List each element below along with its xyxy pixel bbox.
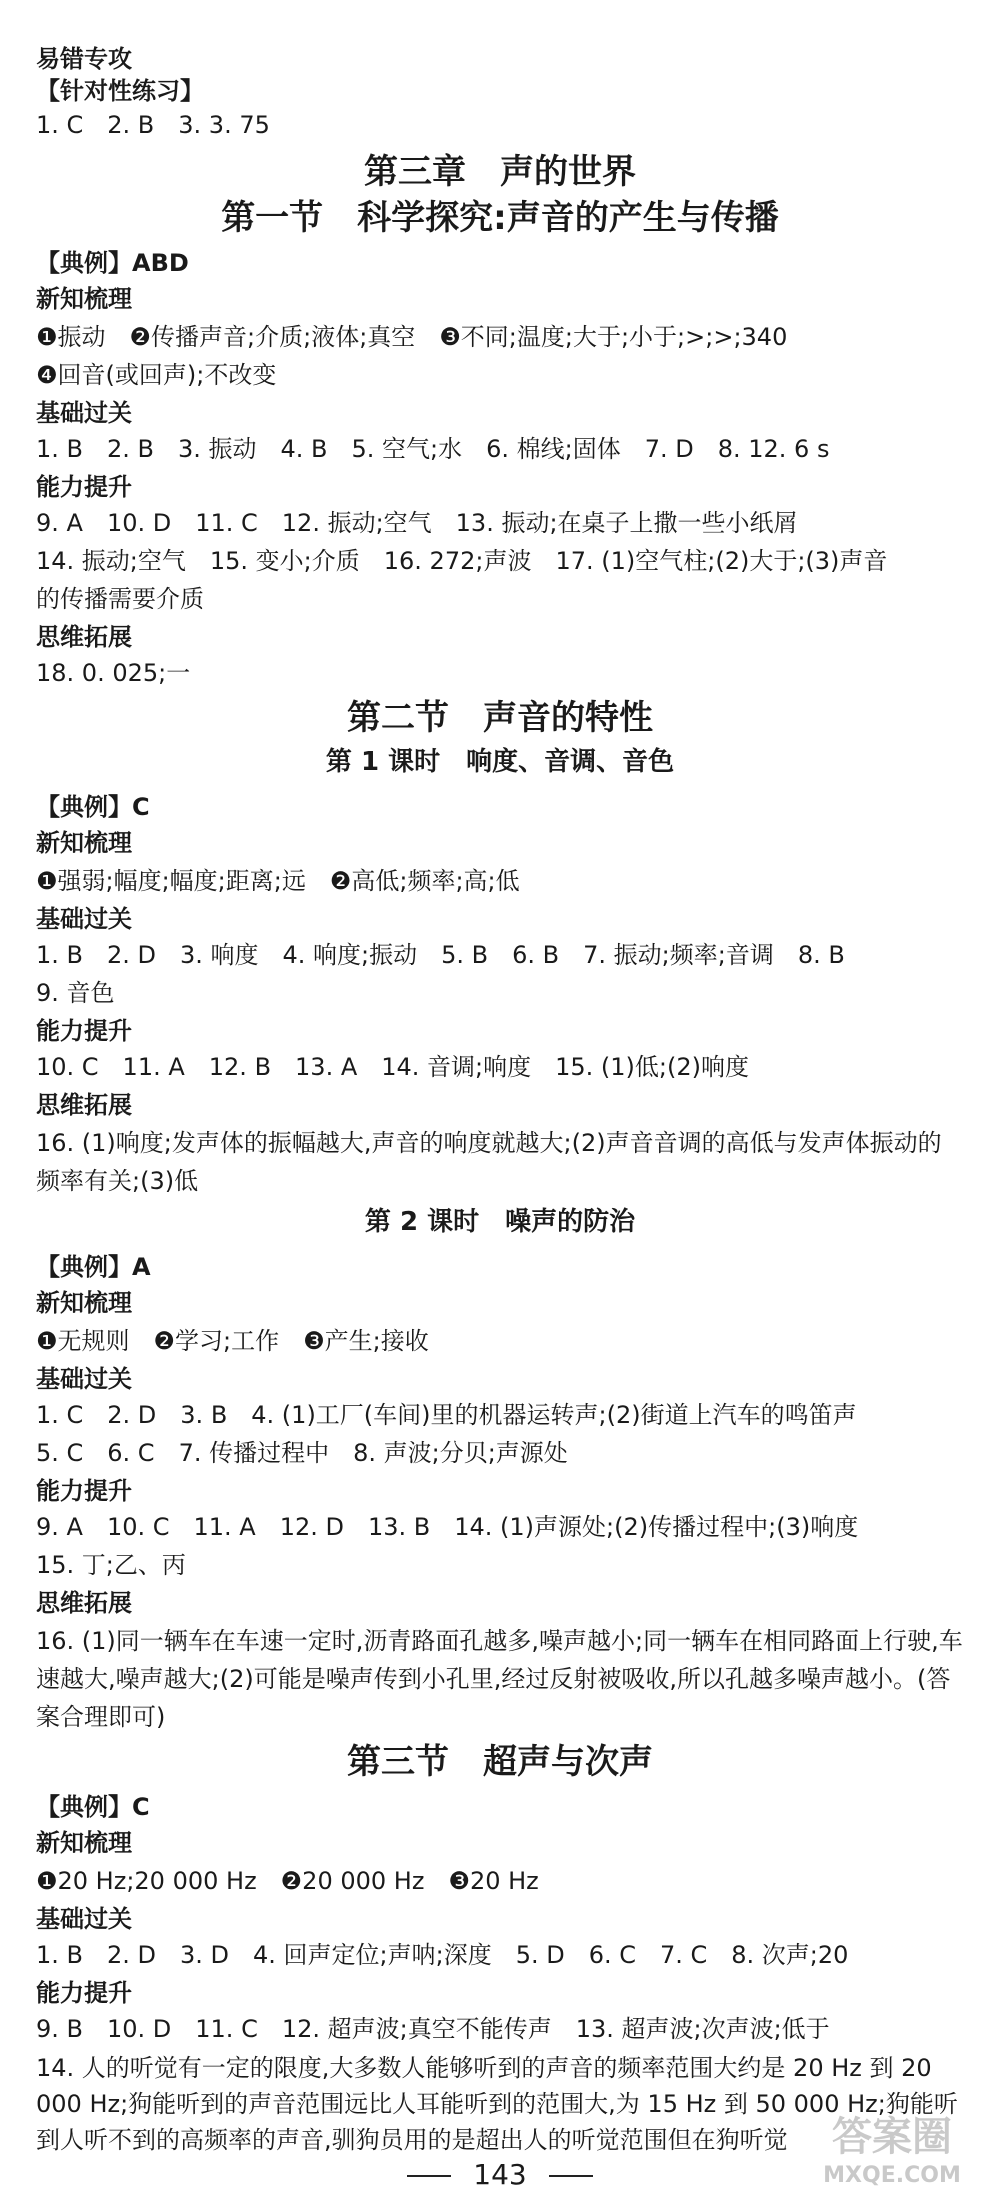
s1-nl-line3: 的传播需要介质 xyxy=(36,585,204,613)
s3-nl-text: 14. 人的听觉有一定的限度,大多数人能够听到的声音的频率范围大约是 20 Hz 到 20 000 Hz;狗能听到的声音范围远比人耳能听到的范围大,为 15 Hz 到 50 000 Hz;狗能听到人听不到的高频率的声音,驯狗员用的是超出人的听觉范围但在狗听觉 xyxy=(36,2054,958,2154)
answers-practice: 1. C 2. B 3. 3. 75 xyxy=(36,111,270,139)
s2-jc2-line2: 5. C 6. C 7. 传播过程中 8. 声波;分贝;声源处 xyxy=(36,1439,568,1467)
s1-example: 【典例】ABD xyxy=(36,249,189,277)
watermark-logo xyxy=(802,2102,982,2192)
heading-error-prone: 易错专攻 xyxy=(36,45,132,73)
s2-jc-label: 基础过关 xyxy=(36,905,132,933)
watermark-line2: MXQE.COM xyxy=(823,2163,961,2188)
s3-jc-label: 基础过关 xyxy=(36,1905,132,1933)
s1-xz-line2: ❹回音(或回声);不改变 xyxy=(36,361,277,389)
chapter-title: 第三章 声的世界 xyxy=(364,152,636,192)
s2-nl-label: 能力提升 xyxy=(36,1017,132,1045)
s3-nl-label: 能力提升 xyxy=(36,1979,132,2007)
watermark-line1: 答案圈 xyxy=(832,2114,952,2160)
s3-jc-line1: 1. B 2. D 3. D 4. 回声定位;声呐;深度 5. D 6. C 7. C 8. 次声;20 xyxy=(36,1941,849,1969)
s2-jc2-label: 基础过关 xyxy=(36,1365,132,1393)
page-dash-left xyxy=(407,2175,451,2177)
s2-jc2-line1: 1. C 2. D 3. B 4. (1)工厂(车间)里的机器运转声;(2)街道上汽车的鸣笛声 xyxy=(36,1401,857,1429)
s3-example: 【典例】C xyxy=(36,1793,150,1821)
s2-example2: 【典例】A xyxy=(36,1253,151,1281)
s2-nl2-line2: 15. 丁;乙、丙 xyxy=(36,1551,186,1579)
watermark-graphic xyxy=(802,2102,982,2192)
s1-nl-label: 能力提升 xyxy=(36,473,132,501)
s3-nl-line1: 9. B 10. D 11. C 12. 超声波;真空不能传声 13. 超声波;次声波;低于 xyxy=(36,2015,830,2043)
s2-xz-label: 新知梳理 xyxy=(36,829,132,857)
section3-title: 第三节 超声与次声 xyxy=(347,1742,653,1782)
s2-sw-label: 思维拓展 xyxy=(36,1091,132,1119)
s2-jc-line2: 9. 音色 xyxy=(36,979,115,1007)
s2-sw2-text: 16. (1)同一辆车在车速一定时,沥青路面孔越多,噪声越小;同一辆车在相同路面上行驶,车速越大,噪声越大;(2)可能是噪声传到小孔里,经过反射被吸收,所以孔越多噪声越小。(答案合理即可) xyxy=(36,1627,963,1731)
s2-nl-line1: 10. C 11. A 12. B 13. A 14. 音调;响度 15. (1)低;(2)响度 xyxy=(36,1053,750,1081)
page-number-text: 143 xyxy=(473,2158,527,2191)
section2-title: 第二节 声音的特性 xyxy=(347,698,653,738)
s1-nl-line2: 14. 振动;空气 15. 变小;介质 16. 272;声波 17. (1)空气柱;(2)大于;(3)声音 xyxy=(36,547,888,575)
s1-xz-line1: ❶振动 ❷传播声音;介质;液体;真空 ❸不同;温度;大于;小于;>;>;340 xyxy=(36,323,788,351)
s1-jc-label: 基础过关 xyxy=(36,399,132,427)
s1-xz-label: 新知梳理 xyxy=(36,285,132,313)
section1-title: 第一节 科学探究:声音的产生与传播 xyxy=(221,198,779,238)
s2-xz2-label: 新知梳理 xyxy=(36,1289,132,1317)
s2-nl2-line1: 9. A 10. C 11. A 12. D 13. B 14. (1)声源处;(2)传播过程中;(3)响度 xyxy=(36,1513,859,1541)
s2-xz-line1: ❶强弱;幅度;幅度;距离;远 ❷高低;频率;高;低 xyxy=(36,867,520,895)
s1-jc-line1: 1. B 2. B 3. 振动 4. B 5. 空气;水 6. 棉线;固体 7. D 8. 12. 6 s xyxy=(36,435,830,463)
lesson1-title: 第 1 课时 响度、音调、音色 xyxy=(325,747,675,777)
page-dash-right xyxy=(549,2175,593,2177)
s2-jc-line1: 1. B 2. D 3. 响度 4. 响度;振动 5. B 6. B 7. 振动;频率;音调 8. B xyxy=(36,941,845,969)
s2-sw2-label: 思维拓展 xyxy=(36,1589,132,1617)
s1-nl-line1: 9. A 10. D 11. C 12. 振动;空气 13. 振动;在桌子上撒一些小纸屑 xyxy=(36,509,798,537)
s1-sw-line1: 18. 0. 025;一 xyxy=(36,659,191,687)
s2-xz2-line1: ❶无规则 ❷学习;工作 ❸产生;接收 xyxy=(36,1327,429,1355)
s2-example: 【典例】C xyxy=(36,793,150,821)
lesson2-title: 第 2 课时 噪声的防治 xyxy=(364,1207,636,1237)
heading-practice: 【针对性练习】 xyxy=(36,77,204,105)
s3-xz-label: 新知梳理 xyxy=(36,1829,132,1857)
s1-sw-label: 思维拓展 xyxy=(36,623,132,651)
s2-sw-text: 16. (1)响度;发声体的振幅越大,声音的响度就越大;(2)声音音调的高低与发声体振动的频率有关;(3)低 xyxy=(36,1129,942,1195)
s3-xz-line1: ❶20 Hz;20 000 Hz ❷20 000 Hz ❸20 Hz xyxy=(36,1867,539,1895)
s2-nl2-label: 能力提升 xyxy=(36,1477,132,1505)
